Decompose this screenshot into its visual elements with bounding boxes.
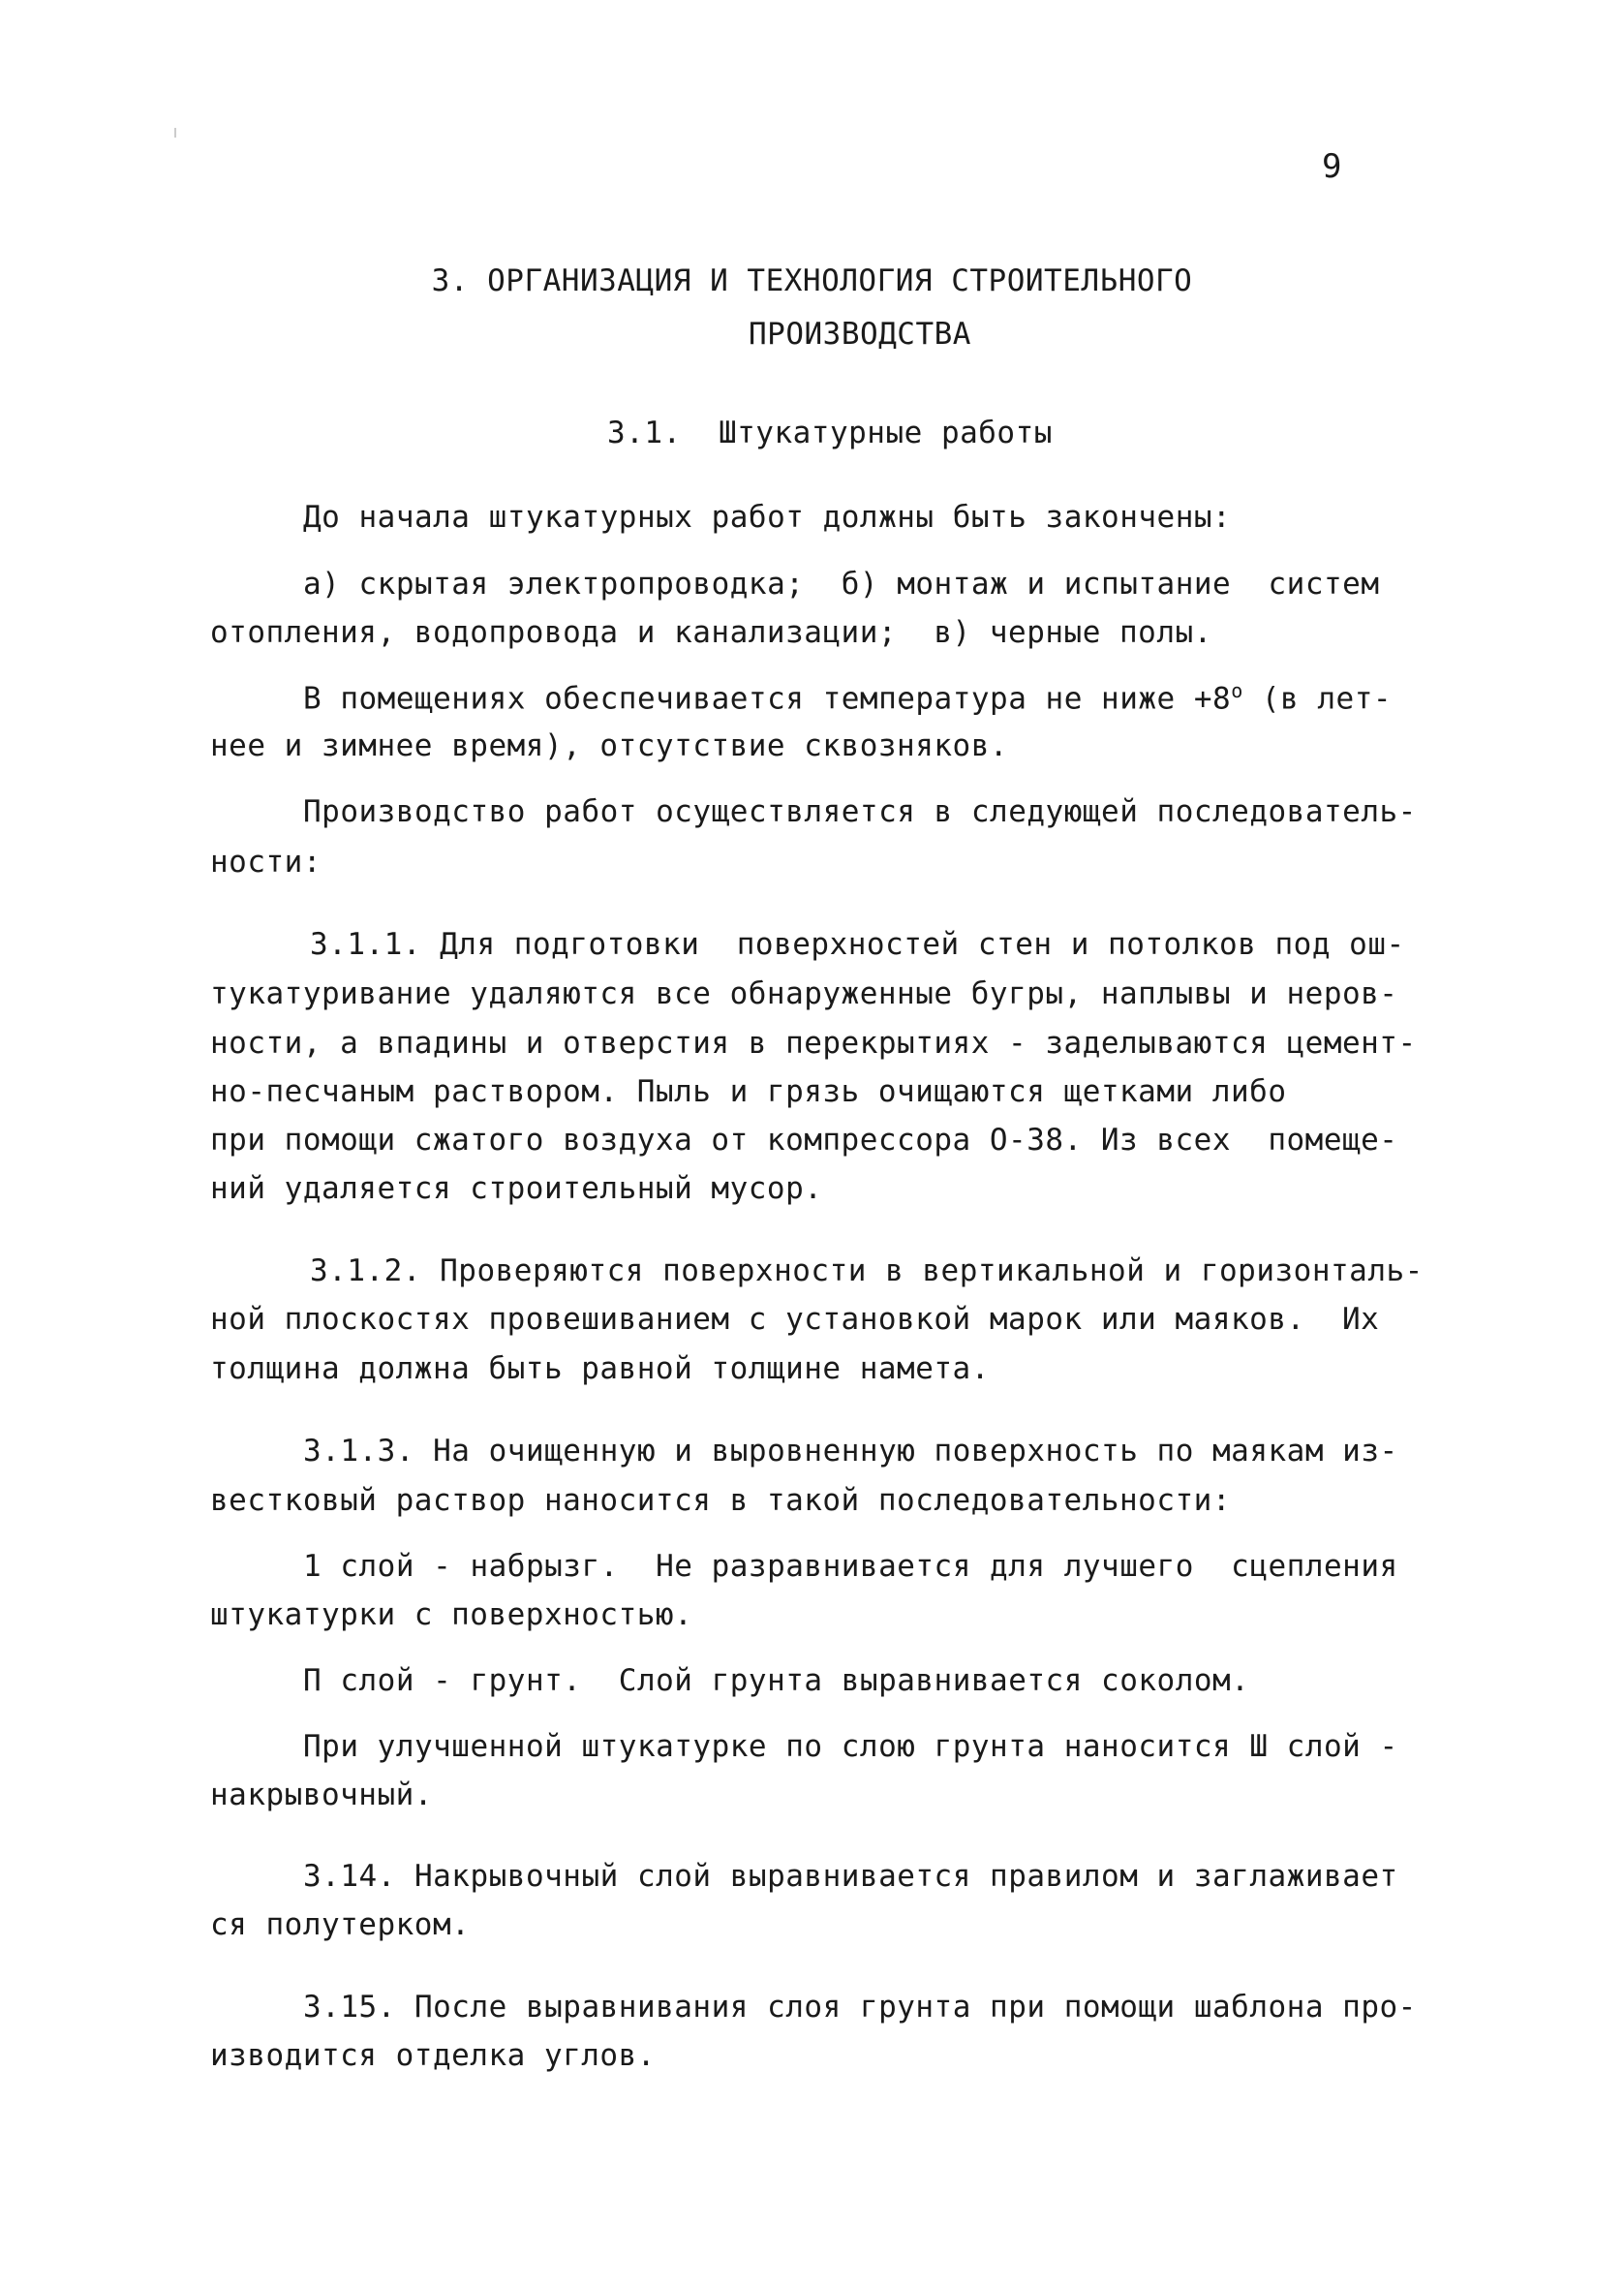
paragraph-line: а) скрытая электропроводка; б) монтаж и испытание систем <box>303 567 1380 602</box>
paragraph-line: тукатуривание удаляются все обнаруженные бугры, наплывы и неров- <box>210 976 1398 1011</box>
heading-line-2: ПРОИЗВОДСТВА <box>749 317 971 352</box>
paragraph-line: 3.15. После выравнивания слоя грунта при помощи шаблона про- <box>303 1990 1417 2025</box>
temperature-text: В помещениях обеспечивается температура не ниже +8 <box>303 681 1232 717</box>
paragraph-line: нее и зимнее время), отсутствие сквозняков. <box>210 728 1009 763</box>
paragraph-line: ности: <box>210 845 322 880</box>
paragraph-line: толщина должна быть равной толщине намета. <box>210 1351 990 1386</box>
paragraph-line: До начала штукатурных работ должны быть закончены: <box>303 500 1232 535</box>
heading-line-1: 3. ОРГАНИЗАЦИЯ И ТЕХНОЛОГИЯ СТРОИТЕЛЬНОГО <box>431 263 1193 298</box>
paragraph-line: 3.1.3. На очищенную и выровненную поверхность по маякам из- <box>303 1434 1398 1469</box>
paragraph-line: ной плоскостях провешиванием с установкой марок или маяков. Их <box>210 1302 1380 1337</box>
section-subheading: 3.1. Штукатурные работы <box>607 416 1053 450</box>
paragraph-line: при помощи сжатого воздуха от компрессора О-38. Из всех помеще- <box>210 1123 1398 1158</box>
paragraph-line: ний удаляется строительный мусор. <box>210 1171 823 1206</box>
temperature-suffix: (в лет- <box>1242 681 1393 717</box>
paragraph-line: ности, а впадины и отверстия в перекрытиях - заделываются цемент- <box>210 1026 1417 1061</box>
page-number: 9 <box>1322 147 1342 186</box>
paragraph-line: При улучшенной штукатурке по слою грунта наносится Ш слой - <box>303 1729 1398 1764</box>
degree-superscript: о <box>1231 679 1243 702</box>
paragraph-line: но-песчаным раствором. Пыль и грязь очищаются щетками либо <box>210 1074 1287 1109</box>
paragraph-line: 3.1.1. Для подготовки поверхностей стен и потолков под ош- <box>310 927 1405 962</box>
paragraph-line: ся полутерком. <box>210 1907 471 1942</box>
paragraph-line: Производство работ осуществляется в следующей последователь- <box>303 794 1417 829</box>
paragraph-line: П слой - грунт. Слой грунта выравнивается соколом. <box>303 1663 1250 1698</box>
paragraph-line: вестковый раствор наносится в такой последовательности: <box>210 1483 1231 1518</box>
paragraph-line: 3.1.2. Проверяются поверхности в вертикальной и горизонталь- <box>310 1253 1424 1288</box>
paragraph-line-temperature <box>303 679 1393 717</box>
scan-mark <box>174 128 176 138</box>
paragraph-line: накрывочный. <box>210 1778 433 1812</box>
paragraph-line: штукатурки с поверхностью. <box>210 1597 693 1632</box>
paragraph-line: изводится отделка углов. <box>210 2038 656 2073</box>
paragraph-line: отопления, водопровода и канализации; в) черные полы. <box>210 615 1212 650</box>
paragraph-line: 1 слой - набрызг. Не разравнивается для лучшего сцепления <box>303 1549 1398 1584</box>
paragraph-line: 3.14. Накрывочный слой выравнивается правилом и заглаживает <box>303 1859 1398 1894</box>
